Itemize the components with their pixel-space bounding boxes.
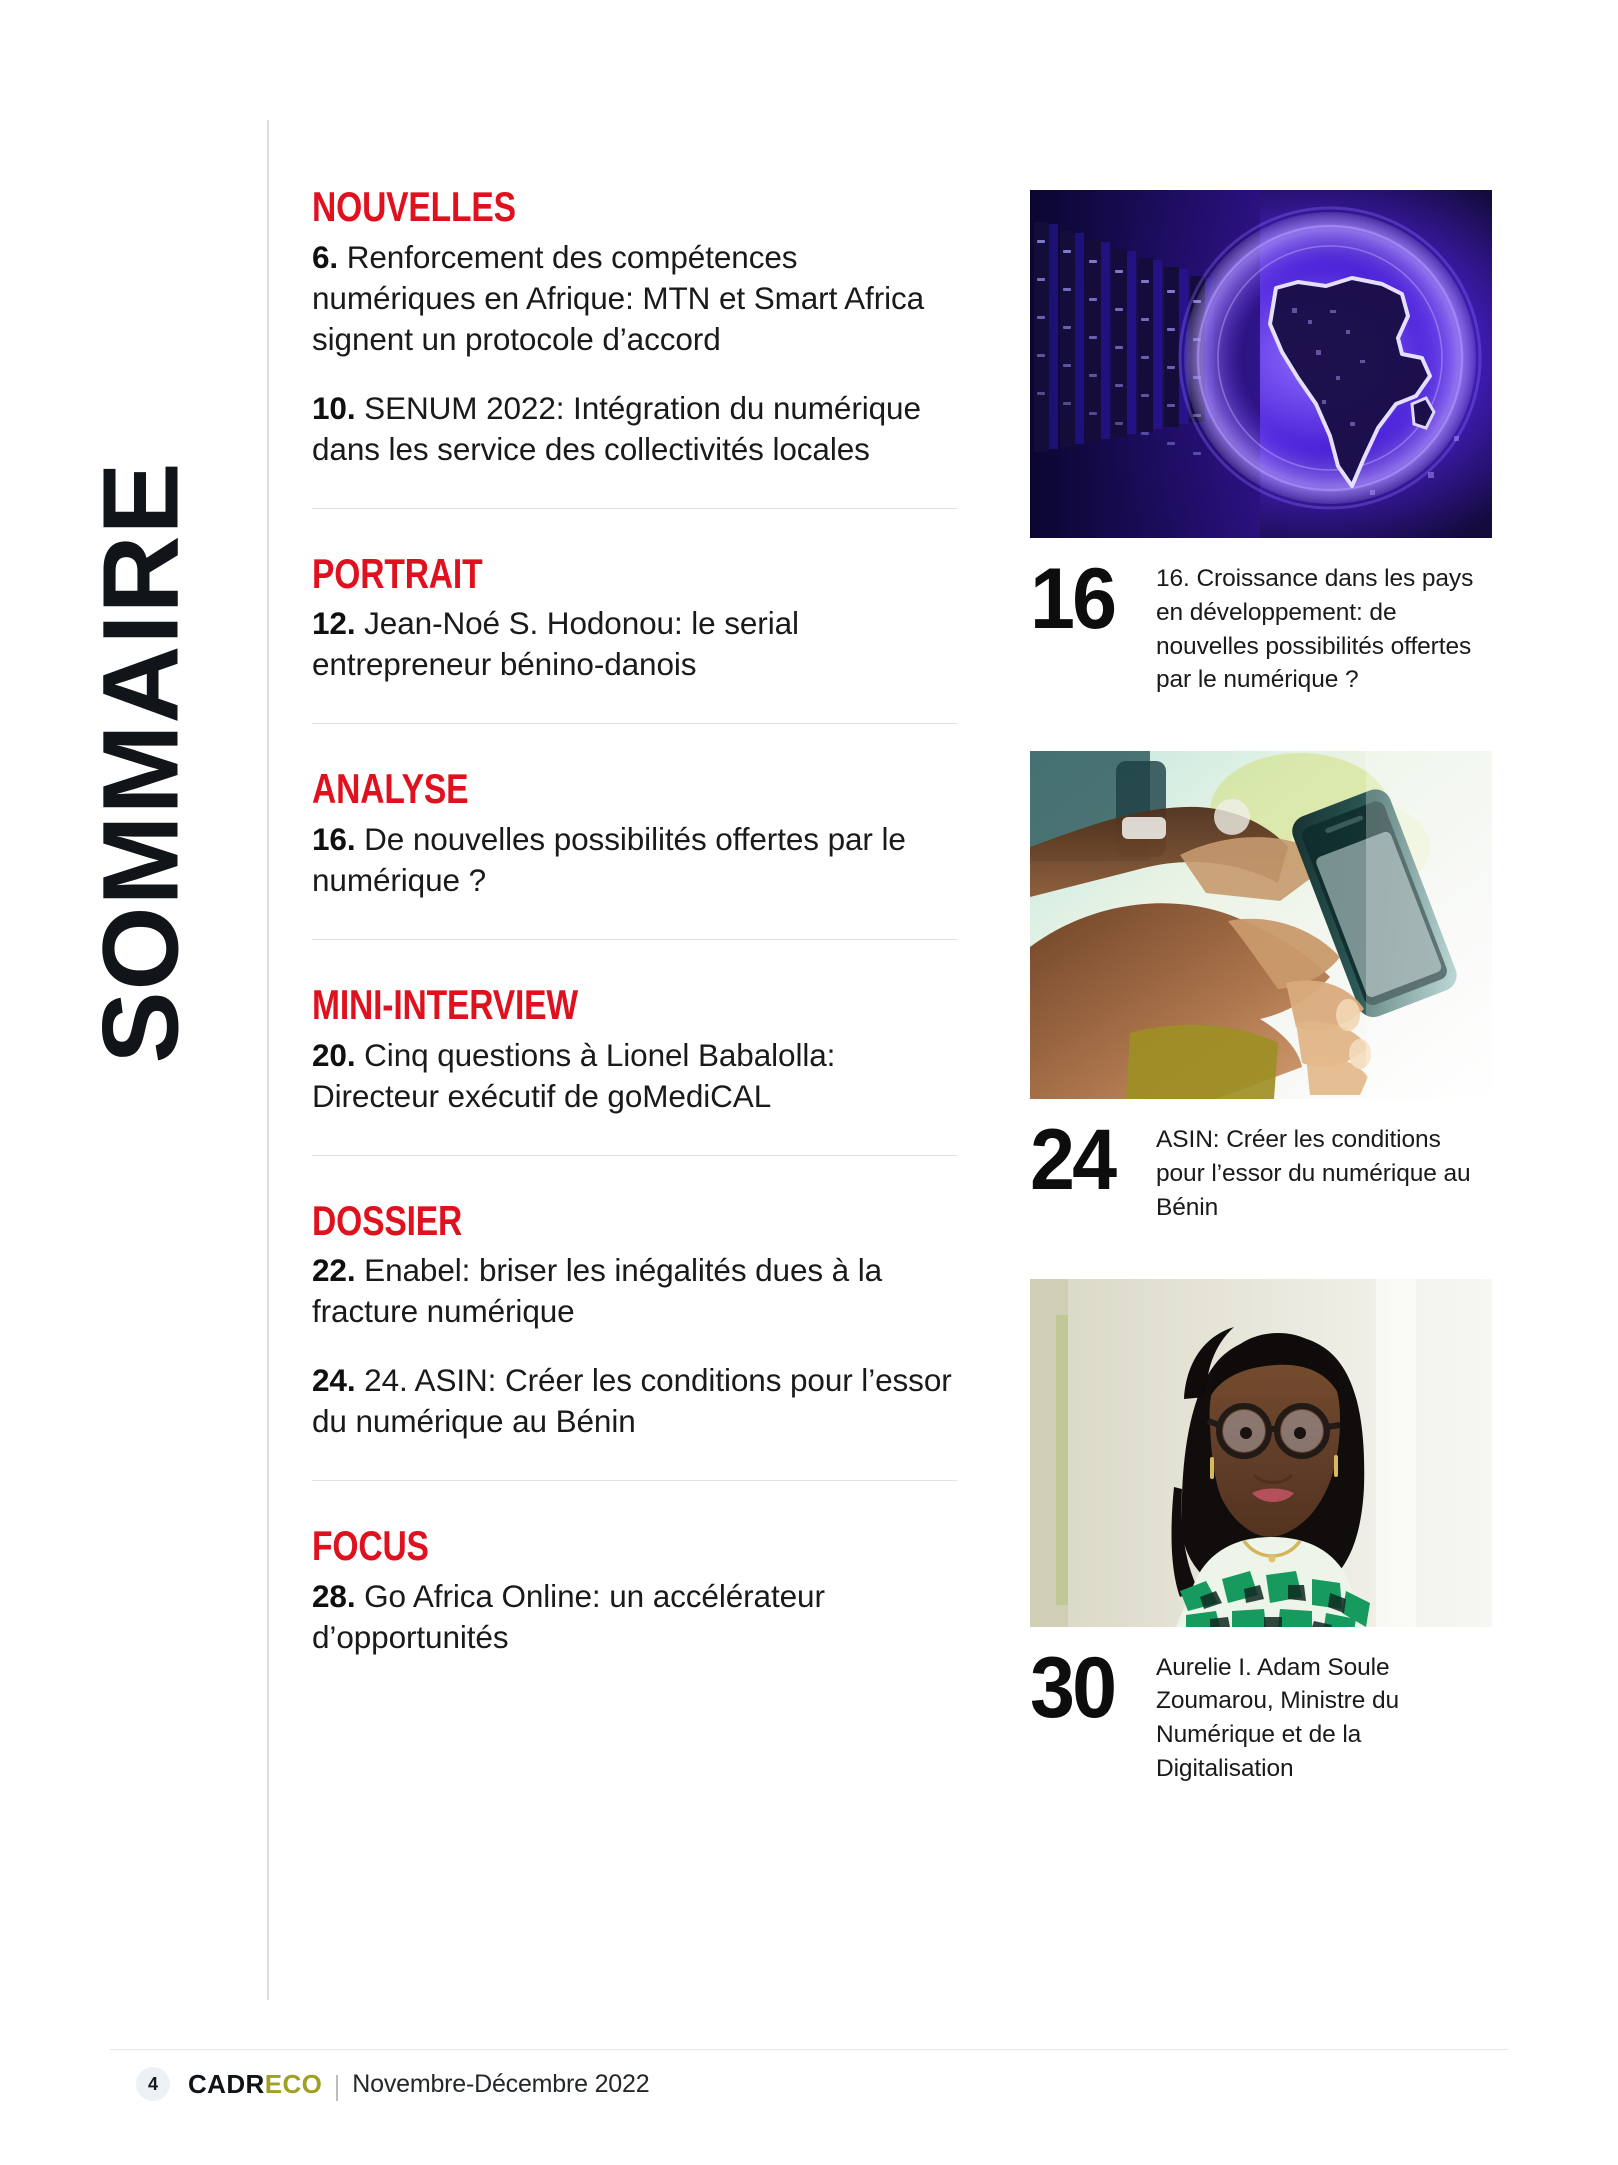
- toc-section-heading: PORTRAIT: [312, 549, 483, 597]
- footer-separator: [336, 2075, 338, 2101]
- feature-caption-row[interactable]: [1030, 1639, 1492, 1786]
- toc-section-heading: DOSSIER: [312, 1196, 463, 1244]
- toc-entry[interactable]: [312, 237, 957, 360]
- toc-section-divider: [312, 939, 957, 940]
- toc-entry[interactable]: [312, 1576, 957, 1658]
- footer-content: [136, 2067, 649, 2101]
- toc-entry-page-number: 22.: [312, 1252, 356, 1289]
- toc-entry[interactable]: [312, 603, 957, 685]
- feature-page-number: 24: [1030, 1112, 1115, 1209]
- feature-page-number: 16: [1030, 551, 1115, 647]
- toc-section-heading: MINI-INTERVIEW: [312, 980, 578, 1028]
- toc-entry-page-number: 10.: [312, 389, 356, 426]
- toc-entry-page-number: 6.: [312, 238, 339, 275]
- toc-section-divider: [312, 723, 957, 724]
- toc-entry-page-number: 24.: [312, 1362, 356, 1399]
- page-title: SOMMAIRE: [79, 461, 201, 1064]
- toc-entry-page-number: 20.: [312, 1036, 356, 1073]
- toc-entry-title: SENUM 2022: Intégration du numérique dans les service des collectivités locales: [312, 389, 921, 467]
- brand-second: ECO: [264, 2068, 323, 2099]
- toc-section: [312, 765, 957, 901]
- toc-entry-title: 24. ASIN: Créer les conditions pour l’essor du numérique au Bénin: [312, 1362, 952, 1440]
- toc-section-heading: ANALYSE: [312, 765, 469, 813]
- toc-entry-title: Go Africa Online: un accélérateur d’opportunités: [312, 1578, 825, 1655]
- feature-block: [1030, 190, 1492, 697]
- toc-section: [312, 549, 957, 686]
- toc-entry-title: Jean-Noé S. Hodonou: le serial entrepreneur bénino-danois: [312, 605, 799, 683]
- page-footer: [0, 2049, 1618, 2109]
- brand-logo: [188, 2069, 322, 2100]
- brand-first: CADR: [188, 2068, 265, 2099]
- toc-entry-page-number: 12.: [312, 605, 356, 642]
- issue-date: Novembre-Décembre 2022: [352, 2069, 650, 2098]
- feature-rail: [1030, 190, 1492, 1840]
- toc-section-heading: FOCUS: [312, 1522, 429, 1570]
- feature-caption-text: Aurelie I. Adam Soule Zoumarou, Ministre du Numérique et de la Digitalisation: [1156, 1653, 1399, 1782]
- toc-entry[interactable]: [312, 1360, 957, 1442]
- toc-section: [312, 1196, 957, 1443]
- minister-portrait-photo: [1030, 1279, 1492, 1627]
- toc-entry-title: Cinq questions à Lionel Babalolla: Directeur exécutif de goMediCAL: [312, 1036, 836, 1114]
- toc-entry-page-number: 16.: [312, 821, 356, 858]
- toc-section-divider: [312, 508, 957, 509]
- feature-caption-row[interactable]: [1030, 1112, 1492, 1224]
- footer-divider: [110, 2049, 1508, 2050]
- toc-entry-title: Renforcement des compétences numériques en Afrique: MTN et Smart Africa signent un protocole d’accord: [312, 238, 925, 357]
- table-of-contents: [312, 183, 957, 1658]
- sommaire-label-container: [0, 0, 268, 2000]
- datacenter-africa-photo: [1030, 190, 1492, 538]
- feature-page-number: 30: [1030, 1639, 1115, 1736]
- toc-entry[interactable]: [312, 1250, 957, 1332]
- toc-section: [312, 980, 957, 1117]
- toc-section: [312, 1522, 957, 1658]
- toc-section-heading: NOUVELLES: [312, 183, 516, 230]
- feature-block: [1030, 751, 1492, 1224]
- toc-entry[interactable]: [312, 388, 957, 470]
- toc-section-divider: [312, 1155, 957, 1156]
- feature-block: [1030, 1279, 1492, 1786]
- hands-smartphones-photo: [1030, 751, 1492, 1099]
- toc-entry[interactable]: [312, 819, 957, 901]
- feature-caption-row[interactable]: [1030, 551, 1492, 697]
- vertical-divider: [267, 120, 269, 2000]
- feature-caption-text: 16. Croissance dans les pays en développement: de nouvelles possibilités offertes par le numérique ?: [1156, 565, 1474, 694]
- toc-section: [312, 183, 957, 470]
- toc-entry-title: Enabel: briser les inégalités dues à la fracture numérique: [312, 1252, 883, 1330]
- feature-caption-text: ASIN: Créer les conditions pour l’essor du numérique au Bénin: [1156, 1126, 1471, 1221]
- toc-entry[interactable]: [312, 1035, 957, 1117]
- toc-entry-page-number: 28.: [312, 1578, 356, 1615]
- toc-entry-title: De nouvelles possibilités offertes par le numérique ?: [312, 821, 906, 898]
- page-number-badge: 4: [136, 2067, 170, 2101]
- toc-section-divider: [312, 1480, 957, 1481]
